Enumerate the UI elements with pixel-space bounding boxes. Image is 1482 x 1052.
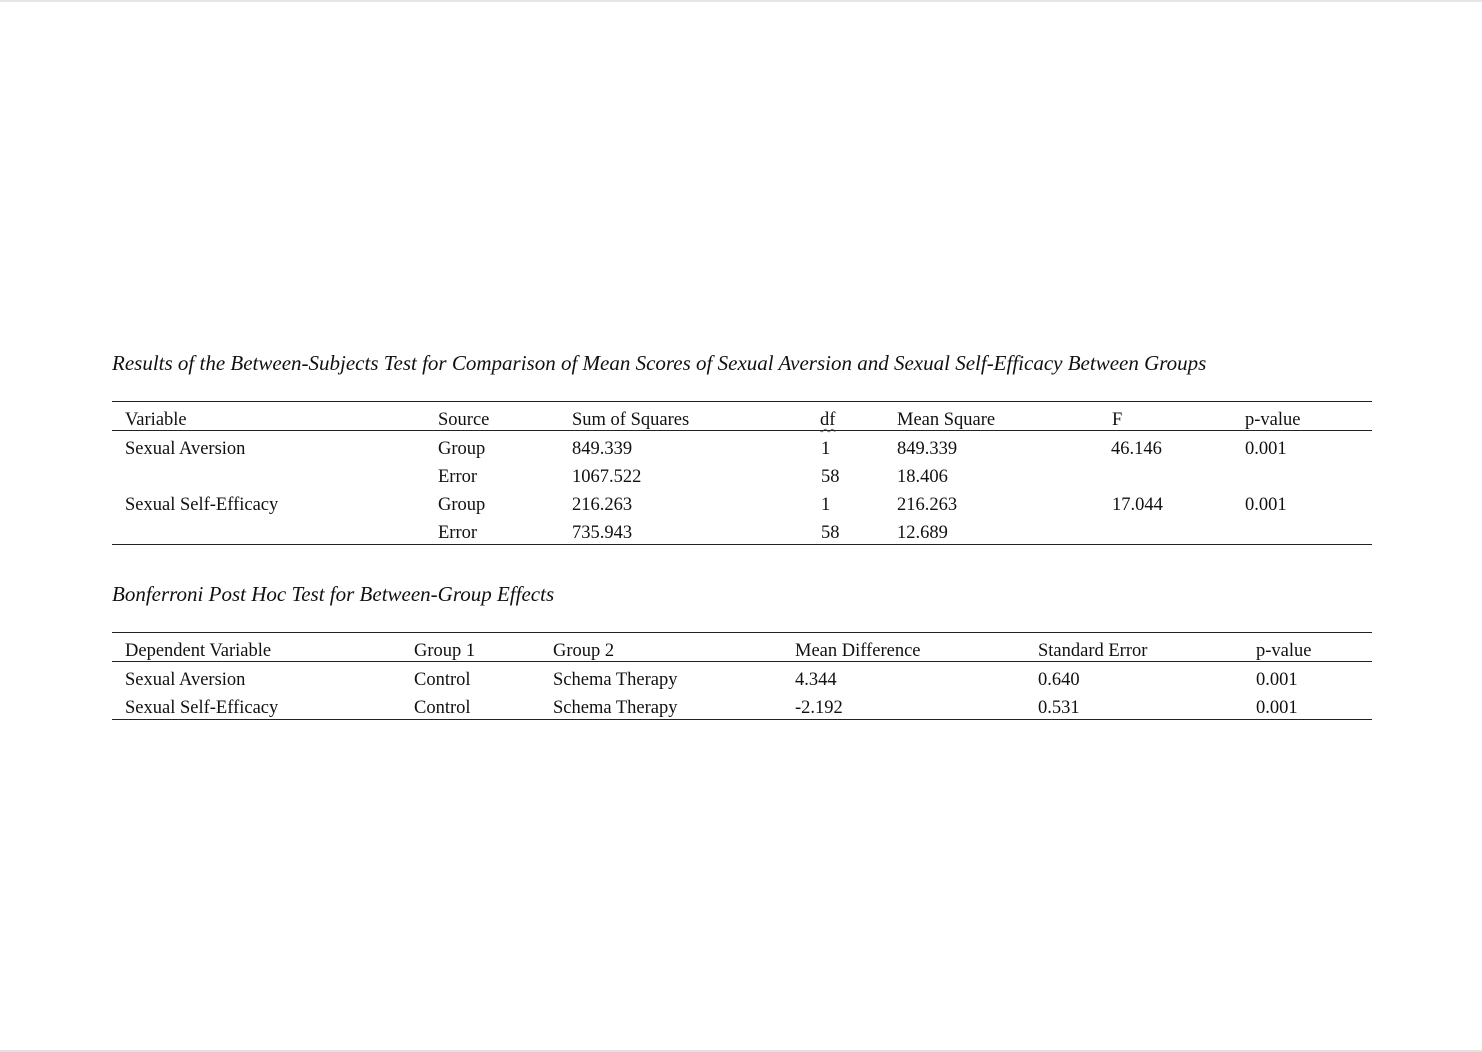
table2-header-standard-error: Standard Error (1038, 641, 1148, 661)
page-top-edge (0, 0, 1482, 2)
table1-cell-ss: 1067.522 (572, 467, 642, 487)
table1-cell-p: 0.001 (1245, 495, 1287, 515)
table1-cell-df: 58 (821, 523, 840, 543)
table1-cell-df: 1 (821, 495, 831, 515)
table2-cell-group-2: Schema Therapy (553, 698, 678, 718)
table1-header-sum-of-squares: Sum of Squares (572, 410, 690, 430)
table2-header-p-value: p-value (1256, 641, 1312, 661)
table2-cell-p-value: 0.001 (1256, 670, 1298, 690)
table2-top-rule (112, 632, 1372, 633)
table2-cell-dependent-variable: Sexual Self-Efficacy (125, 698, 279, 718)
table1-header-p-value: p-value (1245, 410, 1301, 430)
table1-header-variable: Variable (125, 410, 187, 430)
table2-header-mean-difference: Mean Difference (795, 641, 921, 661)
table1-header-rule (112, 430, 1372, 431)
table2-cell-dependent-variable: Sexual Aversion (125, 670, 246, 690)
table1-cell-ms: 849.339 (897, 439, 958, 459)
table2-cell-mean-difference: -2.192 (795, 698, 843, 718)
table1-cell-source: Error (438, 467, 478, 487)
table1-cell-source: Group (438, 439, 486, 459)
table1-cell-source: Error (438, 523, 478, 543)
table1-cell-df: 58 (821, 467, 840, 487)
table1-caption: Results of the Between-Subjects Test for Comparison of Mean Scores of Sexual Aversion and Sexual Self-Efficacy Between Groups (112, 351, 1207, 375)
table2-cell-standard-error: 0.640 (1038, 670, 1080, 690)
table1-cell-f: 17.044 (1112, 495, 1163, 515)
table2-caption: Bonferroni Post Hoc Test for Between-Group Effects (112, 582, 555, 606)
table2-cell-group-1: Control (414, 670, 471, 690)
table1-cell-source: Group (438, 495, 486, 515)
table1-cell-df: 1 (821, 439, 831, 459)
table2-cell-p-value: 0.001 (1256, 698, 1298, 718)
table1-cell-f: 46.146 (1111, 439, 1162, 459)
table1-cell-ms: 18.406 (897, 467, 948, 487)
table1-cell-variable: Sexual Self-Efficacy (125, 495, 279, 515)
table2-header-rule (112, 661, 1372, 662)
table2-cell-standard-error: 0.531 (1038, 698, 1080, 718)
table1-cell-ms: 216.263 (897, 495, 958, 515)
table1-cell-ss: 735.943 (572, 523, 633, 543)
table1-cell-ss: 849.339 (572, 439, 633, 459)
table2-cell-group-1: Control (414, 698, 471, 718)
table1-header-df: df (820, 410, 836, 430)
table2-header-group-1: Group 1 (414, 641, 476, 661)
table2-bottom-rule (112, 719, 1372, 720)
table1-header-mean-square: Mean Square (897, 410, 996, 430)
table1-bottom-rule (112, 544, 1372, 545)
table1-cell-variable: Sexual Aversion (125, 439, 246, 459)
table1-header-f: F (1112, 410, 1123, 430)
table1-cell-ss: 216.263 (572, 495, 633, 515)
table1-cell-ms: 12.689 (897, 523, 948, 543)
table2-header-group-2: Group 2 (553, 641, 615, 661)
table2-header-dependent-variable: Dependent Variable (125, 641, 272, 661)
table1-cell-p: 0.001 (1245, 439, 1287, 459)
table1-top-rule (112, 401, 1372, 402)
table1-header-source: Source (438, 410, 490, 430)
table2-cell-group-2: Schema Therapy (553, 670, 678, 690)
table2-cell-mean-difference: 4.344 (795, 670, 837, 690)
